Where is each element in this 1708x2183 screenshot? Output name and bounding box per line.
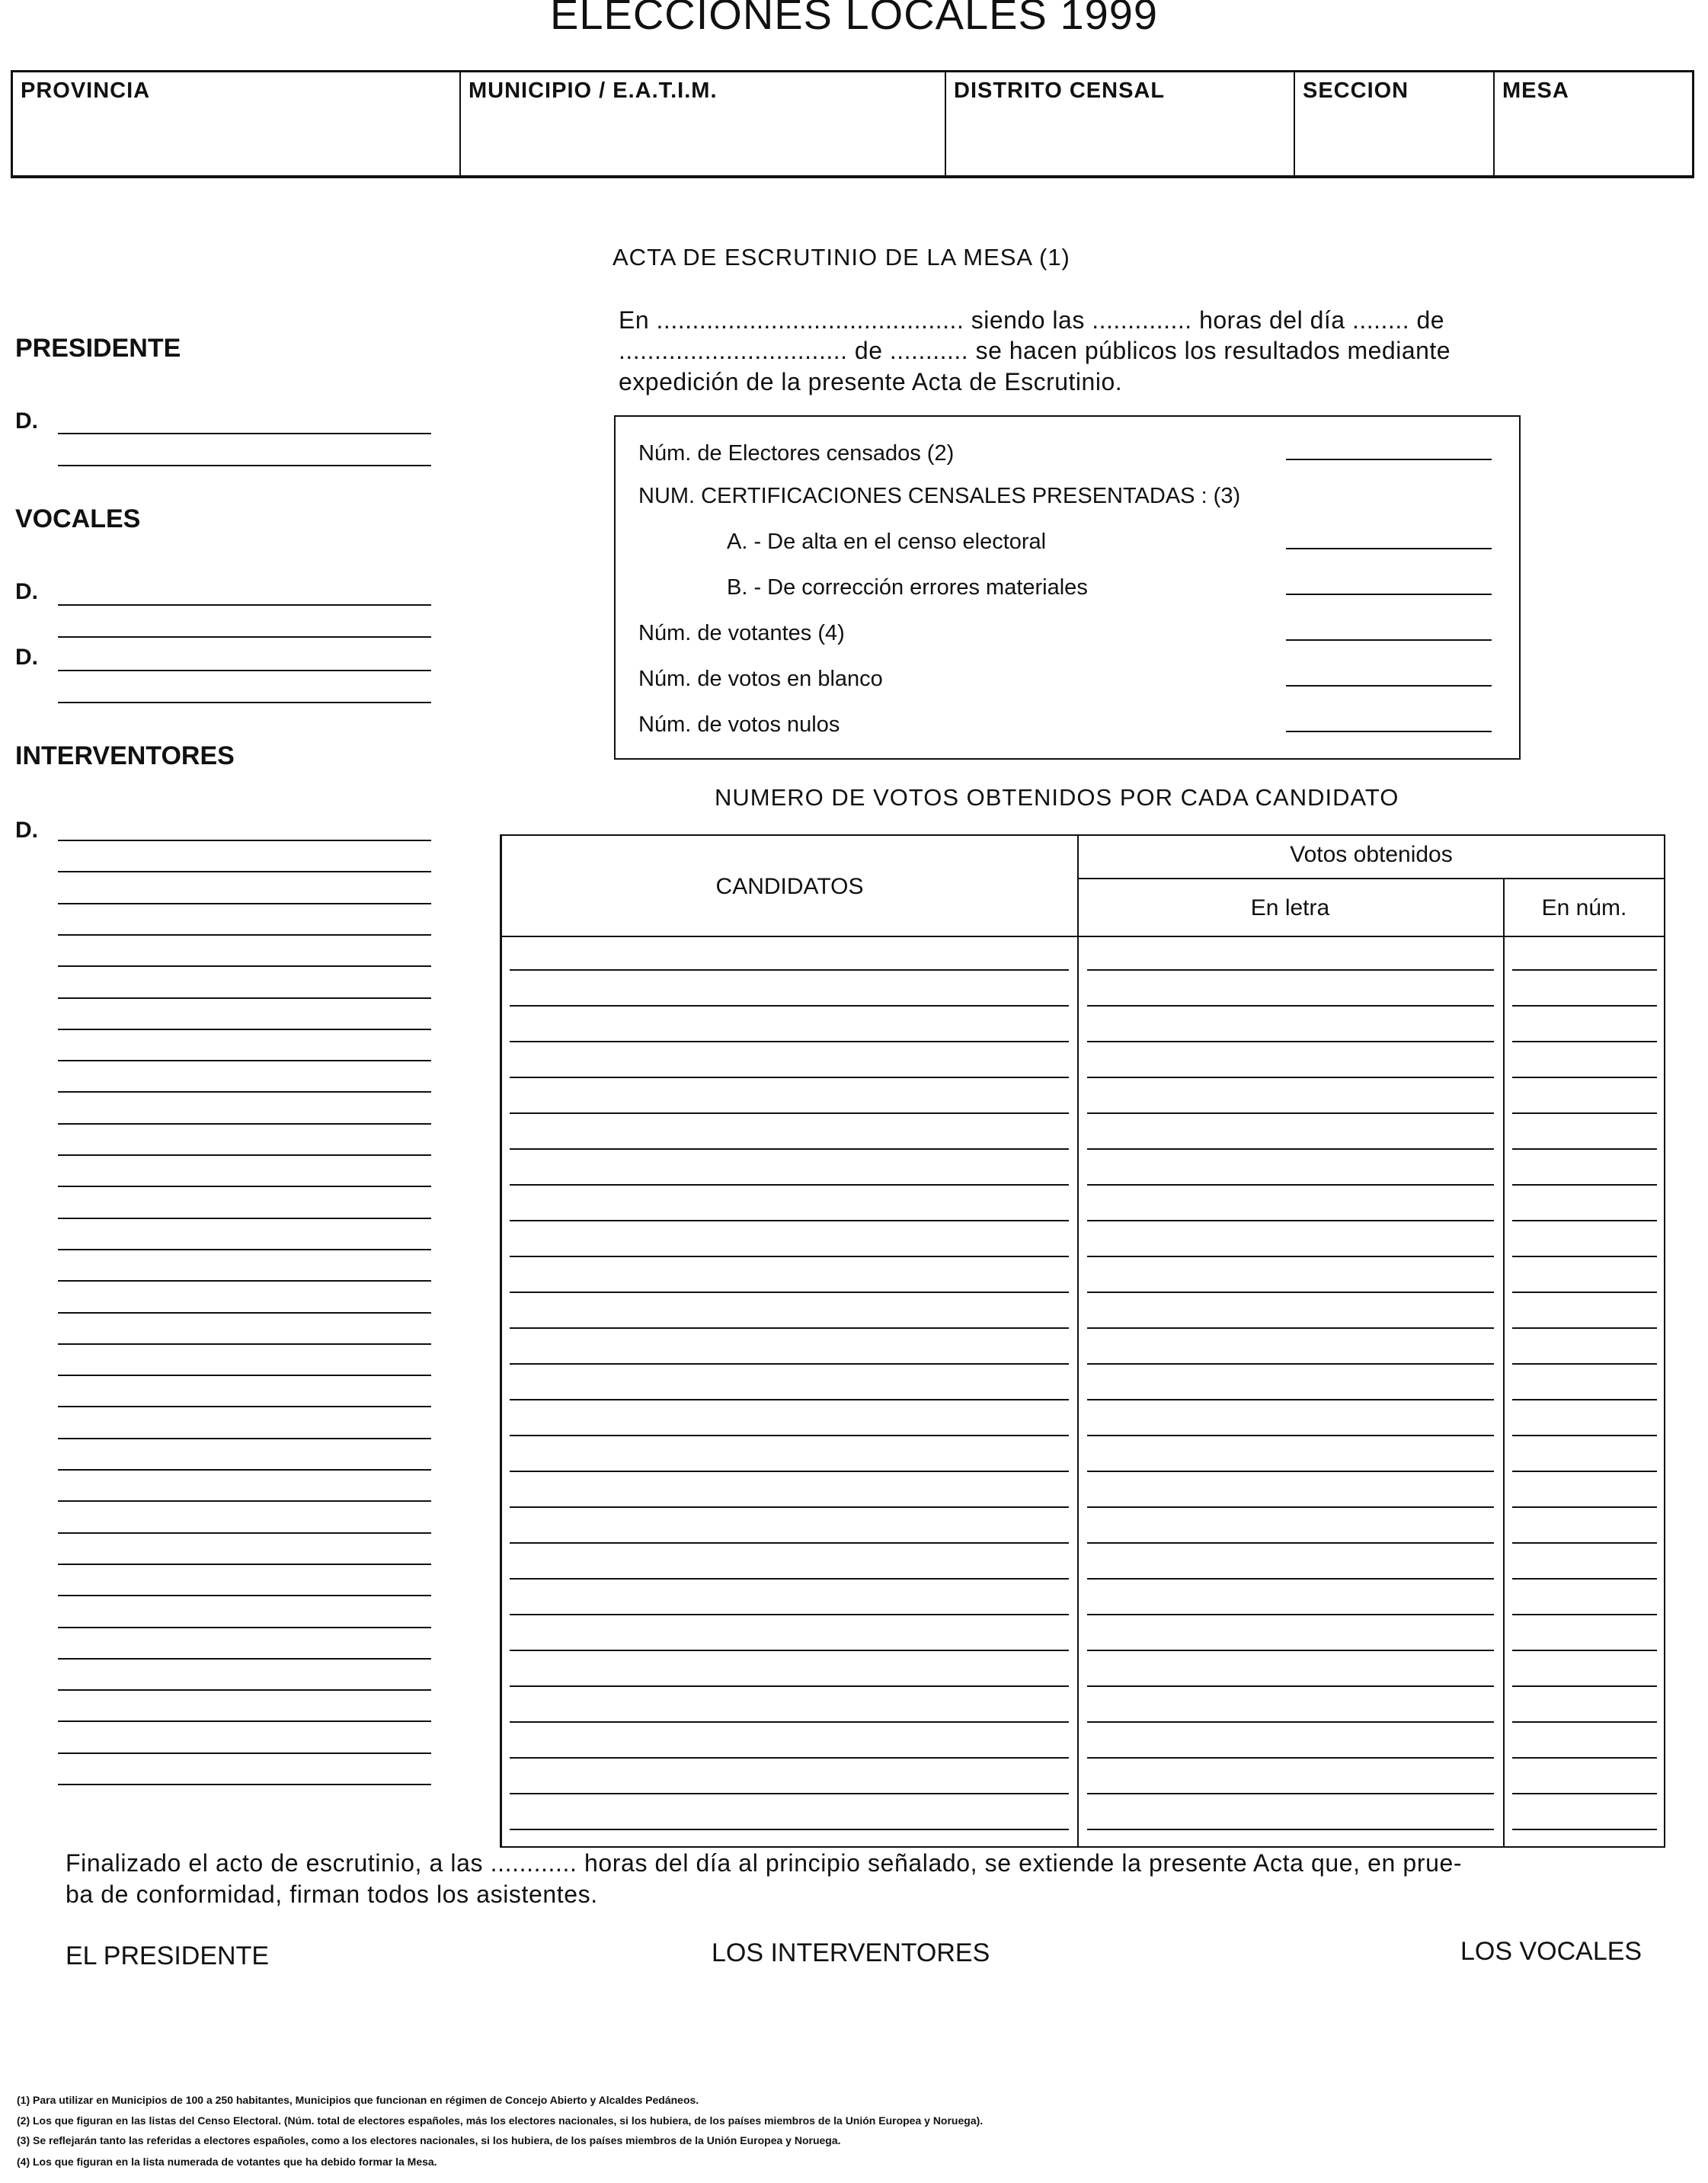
interventor-name-line[interactable] [58,871,431,872]
col-letra-header: En letra [1250,895,1330,920]
votes-number-line[interactable] [1512,1041,1657,1042]
candidate-name-line[interactable] [510,1220,1069,1221]
footnote-3: (3) Se reflejarán tanto las referidas a electores españoles, como a los electores nacionales, si los hubiera, de los países miembros de la Unión Europea y Noruega. [17,2134,841,2146]
votes-number-line[interactable] [1512,1793,1657,1794]
candidate-name-line[interactable] [510,1542,1069,1544]
interventor-d-prefix: D. [15,818,38,843]
votes-letter-line[interactable] [1087,1327,1494,1329]
acta-line-3: expedición de la presente Acta de Escrutinio. [619,368,1123,395]
vocal-2-name-line[interactable] [58,670,431,671]
presidente-label: PRESIDENTE [15,334,181,363]
footnote-1: (1) Para utilizar en Municipios de 100 a 250 habitantes, Municipios que funcionan en régimen de Concejo Abierto y Alcaldes Pedáneos. [17,2094,699,2106]
footnote-2: (2) Los que figuran en las listas del Censo Electoral. (Núm. total de electores españoles, más los electores nacionales, si los hubiera, de los países miembros de la Unión Europea y Noruega). [17,2114,984,2127]
interventor-name-line[interactable] [58,1627,431,1628]
candidate-name-line[interactable] [510,1327,1069,1329]
acta-line-2: ................................ de ........... se hacen públicos los resultados mediante [619,337,1451,364]
col-candidatos-header: CANDIDATOS [715,874,864,899]
votes-number-line[interactable] [1512,1363,1657,1365]
num-column-divider [1503,878,1505,1846]
acta-line-1: En ........................................... siendo las .............. horas del día ........ de [619,306,1445,334]
votes-letter-line[interactable] [1087,1578,1494,1580]
votes-number-line[interactable] [1512,1327,1657,1329]
field-seccion[interactable] [1295,72,1495,175]
votes-letter-line[interactable] [1087,1292,1494,1293]
votes-number-line[interactable] [1512,1757,1657,1759]
footnote-4: (4) Los que figuran en la lista numerada de votantes que ha debido formar la Mesa. [17,2156,437,2168]
sign-vocales-label: LOS VOCALES [1460,1937,1642,1966]
blanco-value-line[interactable] [1286,685,1492,687]
votes-letter-line[interactable] [1087,1721,1494,1723]
interventor-name-line[interactable] [58,1029,431,1030]
interventor-name-line[interactable] [58,1752,431,1754]
votes-number-line[interactable] [1512,1077,1657,1078]
candidate-name-line[interactable] [510,1292,1069,1293]
candidate-name-line[interactable] [510,1041,1069,1042]
candidate-name-line[interactable] [510,1650,1069,1651]
votes-letter-line[interactable] [1087,1041,1494,1042]
interventor-name-line[interactable] [58,1343,431,1345]
votes-letter-line[interactable] [1087,1256,1494,1257]
candidate-name-line[interactable] [510,1685,1069,1687]
candidate-name-line[interactable] [510,1721,1069,1723]
votes-number-line[interactable] [1512,1614,1657,1615]
summary-box [614,415,1521,760]
votes-number-line[interactable] [1512,1184,1657,1186]
interventor-name-line[interactable] [58,1784,431,1785]
interventor-name-line[interactable] [58,1123,431,1125]
field-municipio-label: MUNICIPIO / E.A.T.I.M. [469,78,718,103]
vocal-1-name-line[interactable] [58,604,431,606]
candidate-name-line[interactable] [510,1578,1069,1580]
votes-number-line[interactable] [1512,1112,1657,1114]
candidate-name-line[interactable] [510,1112,1069,1114]
votes-number-line[interactable] [1512,1256,1657,1257]
candidates-table [500,834,1665,1848]
field-provincia[interactable] [13,72,461,175]
interventor-name-line[interactable] [58,1469,431,1471]
votes-letter-line[interactable] [1087,1077,1494,1078]
votes-letter-line[interactable] [1087,1471,1494,1472]
interventor-name-line[interactable] [58,1406,431,1407]
electores-value-line[interactable] [1286,459,1492,460]
votes-letter-line[interactable] [1087,1112,1494,1114]
interventor-name-line[interactable] [58,1375,431,1376]
candidate-name-line[interactable] [510,1435,1069,1436]
alta-value-line[interactable] [1286,548,1492,549]
votes-number-line[interactable] [1512,1399,1657,1400]
nulos-label: Núm. de votos nulos [638,712,840,737]
votes-number-line[interactable] [1512,969,1657,971]
candidate-name-line[interactable] [510,1793,1069,1794]
interventor-name-line[interactable] [58,1438,431,1439]
correccion-label: B. - De corrección errores materiales [727,575,1088,600]
candidatos-column-divider [1077,836,1079,1846]
interventor-name-line[interactable] [58,934,431,936]
votes-letter-line[interactable] [1087,1220,1494,1221]
votes-number-line[interactable] [1512,1435,1657,1436]
vocal-2-name-line-2[interactable] [58,702,431,703]
vocal-2-d-prefix: D. [15,645,38,670]
interventor-name-line[interactable] [58,1280,431,1282]
candidate-name-line[interactable] [510,1471,1069,1472]
votes-number-line[interactable] [1512,1506,1657,1508]
field-municipio[interactable] [461,72,946,175]
blanco-label: Núm. de votos en blanco [638,667,883,691]
interventor-name-line[interactable] [58,997,431,999]
candidate-name-line[interactable] [510,1005,1069,1007]
field-seccion-label: SECCION [1303,78,1409,103]
vocal-1-name-line-2[interactable] [58,636,431,638]
candidate-name-line[interactable] [510,1829,1069,1830]
votes-letter-line[interactable] [1087,1757,1494,1759]
candidate-name-line[interactable] [510,1363,1069,1365]
document-title: ELECCIONES LOCALES 1999 [549,0,1159,38]
electores-label: Núm. de Electores censados (2) [638,441,955,466]
interventor-name-line[interactable] [58,1312,431,1314]
interventor-name-line[interactable] [58,1060,431,1061]
votes-letter-line[interactable] [1087,969,1494,971]
votes-letter-line[interactable] [1087,1506,1494,1508]
interventores-label: INTERVENTORES [15,741,235,770]
table-header-bottom [502,936,1665,937]
presidente-d-prefix: D. [15,408,38,434]
votes-number-line[interactable] [1512,1471,1657,1472]
votes-number-line[interactable] [1512,1220,1657,1221]
sign-presidente-label: EL PRESIDENTE [66,1941,270,1970]
field-distrito-censal[interactable] [946,72,1295,175]
candidate-name-line[interactable] [510,1148,1069,1150]
votes-number-line[interactable] [1512,1650,1657,1651]
vocal-1-d-prefix: D. [15,579,38,604]
interventor-name-line[interactable] [58,1532,431,1534]
candidate-name-line[interactable] [510,969,1069,971]
votes-letter-line[interactable] [1087,1399,1494,1400]
votes-number-line[interactable] [1512,1292,1657,1293]
interventor-name-line[interactable] [58,1091,431,1093]
votes-letter-line[interactable] [1087,1829,1494,1830]
closing-line-1: Finalizado el acto de escrutinio, a las ............ horas del día al principio señalado, se extiende la presente Acta que, en prue- [66,1849,1463,1877]
votes-letter-line[interactable] [1087,1542,1494,1544]
presidente-name-line[interactable] [58,433,431,434]
candidate-name-line[interactable] [510,1757,1069,1759]
candidate-name-line[interactable] [510,1077,1069,1078]
votes-number-line[interactable] [1512,1542,1657,1544]
votes-letter-line[interactable] [1087,1614,1494,1615]
votantes-value-line[interactable] [1286,639,1492,641]
col-votos-header: Votos obtenidos [1290,842,1453,867]
interventor-name-line[interactable] [58,1720,431,1722]
interventor-name-line[interactable] [58,1154,431,1156]
interventor-name-line[interactable] [58,1564,431,1565]
votes-letter-line[interactable] [1087,1685,1494,1687]
interventor-name-line[interactable] [58,1186,431,1187]
candidate-name-line[interactable] [510,1614,1069,1615]
closing-line-2: ba de conformidad, firman todos los asistentes. [66,1881,598,1908]
votes-letter-line[interactable] [1087,1650,1494,1651]
col-num-header: En núm. [1541,895,1627,920]
votes-number-line[interactable] [1512,1685,1657,1687]
acta-title: ACTA DE ESCRUTINIO DE LA MESA (1) [613,244,1070,270]
votes-number-line[interactable] [1512,1005,1657,1007]
header-fields-box [11,70,1694,178]
votes-number-line[interactable] [1512,1721,1657,1723]
votes-number-line[interactable] [1512,1578,1657,1580]
votes-number-line[interactable] [1512,1829,1657,1830]
votes-letter-line[interactable] [1087,1435,1494,1436]
interventor-name-line[interactable] [58,1218,431,1219]
field-mesa-label: MESA [1502,78,1569,103]
votes-number-line[interactable] [1512,1148,1657,1150]
correccion-value-line[interactable] [1286,594,1492,595]
nulos-value-line[interactable] [1286,731,1492,732]
candidate-name-line[interactable] [510,1184,1069,1186]
interventor-name-line[interactable] [58,1500,431,1502]
certificaciones-label: NUM. CERTIFICACIONES CENSALES PRESENTADAS : (3) [638,484,1241,508]
field-mesa[interactable] [1495,72,1692,175]
votes-letter-line[interactable] [1087,1148,1494,1150]
interventor-name-line[interactable] [58,1595,431,1596]
alta-label: A. - De alta en el censo electoral [727,530,1047,554]
candidate-name-line[interactable] [510,1256,1069,1257]
interventor-name-line[interactable] [58,1658,431,1660]
interventor-name-line[interactable] [58,1249,431,1250]
interventor-name-line[interactable] [58,840,431,841]
candidate-name-line[interactable] [510,1399,1069,1400]
interventor-name-line[interactable] [58,903,431,904]
presidente-name-line-2[interactable] [58,465,431,466]
votos-subheader-divider [1077,878,1665,879]
field-distrito-label: DISTRITO CENSAL [954,78,1166,103]
candidates-heading: NUMERO DE VOTOS OBTENIDOS POR CADA CANDIDATO [715,784,1399,811]
interventor-name-line[interactable] [58,1689,431,1691]
votantes-label: Núm. de votantes (4) [638,621,845,645]
votes-letter-line[interactable] [1087,1184,1494,1186]
vocales-label: VOCALES [15,504,141,533]
candidate-name-line[interactable] [510,1506,1069,1508]
votes-letter-line[interactable] [1087,1363,1494,1365]
interventor-name-line[interactable] [58,965,431,967]
sign-interventores-label: LOS INTERVENTORES [712,1938,990,1967]
votes-letter-line[interactable] [1087,1005,1494,1007]
field-provincia-label: PROVINCIA [21,78,151,103]
votes-letter-line[interactable] [1087,1793,1494,1794]
